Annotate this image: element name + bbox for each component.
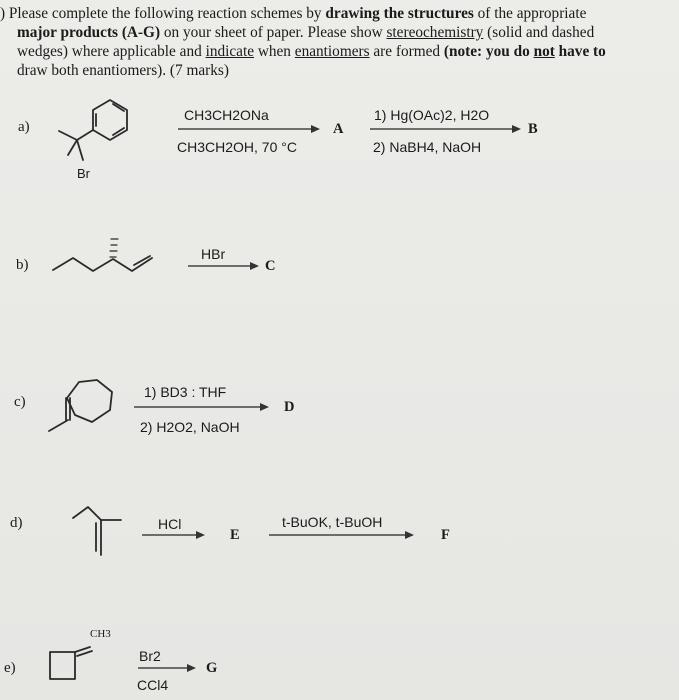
- product-E: E: [230, 527, 240, 543]
- reagent-a-bottom: CH3CH2OH, 70 °C: [177, 139, 297, 155]
- structure-d-alkene: [73, 507, 121, 555]
- arrow-a-2: [370, 125, 521, 133]
- reagent-d2-top: t-BuOK, t-BuOH: [282, 514, 383, 530]
- structure-b-alkene: [53, 239, 152, 271]
- part-label-e: e): [4, 660, 16, 676]
- substituent-br: Br: [77, 166, 90, 181]
- product-B: B: [528, 121, 538, 137]
- substituent-ch3: CH3: [90, 628, 111, 640]
- structure-e-cyclobutane: [50, 647, 92, 679]
- question-line-2: major products (A-G) on your sheet of paper. Please show stereochemistry (solid and dashed: [17, 24, 595, 41]
- arrow-d-2: [269, 531, 414, 539]
- structure-a-bromide: [59, 100, 127, 160]
- part-label-d: d): [10, 515, 23, 531]
- part-label-b: b): [16, 257, 29, 273]
- structure-c-cyclohexane: [49, 380, 112, 431]
- question-line-4: draw both enantiomers). (7 marks): [17, 62, 229, 79]
- product-G: G: [206, 660, 218, 676]
- reagent-a-top: CH3CH2ONa: [184, 107, 269, 123]
- question-line-1: ) Please complete the following reaction schemes by drawing the structures of the appropriate: [0, 5, 587, 22]
- arrow-b: [188, 262, 259, 270]
- arrow-d-1: [142, 531, 205, 539]
- question-line-3: wedges) where applicable and indicate when enantiomers are formed (note: you do not have to: [17, 43, 606, 60]
- product-D: D: [284, 399, 295, 415]
- reagent-e-top: Br2: [139, 648, 161, 664]
- part-label-c: c): [14, 394, 26, 410]
- product-C: C: [265, 258, 276, 274]
- reagent-b-top: HBr: [201, 246, 226, 262]
- reagent-c-bottom: 2) H2O2, NaOH: [140, 419, 240, 435]
- reagent-a2-bottom: 2) NaBH4, NaOH: [373, 139, 482, 155]
- product-F: F: [441, 527, 450, 543]
- reagent-a2-top: 1) Hg(OAc)2, H2O: [374, 107, 490, 123]
- reagent-c-top: 1) BD3 : THF: [144, 384, 227, 400]
- arrow-c: [134, 403, 269, 411]
- reagent-e-bottom: CCl4: [137, 677, 169, 693]
- reagent-d-top: HCl: [158, 516, 182, 532]
- arrow-e: [138, 664, 196, 672]
- product-A: A: [333, 121, 344, 137]
- part-label-a: a): [18, 119, 30, 135]
- arrow-a-1: [178, 125, 320, 133]
